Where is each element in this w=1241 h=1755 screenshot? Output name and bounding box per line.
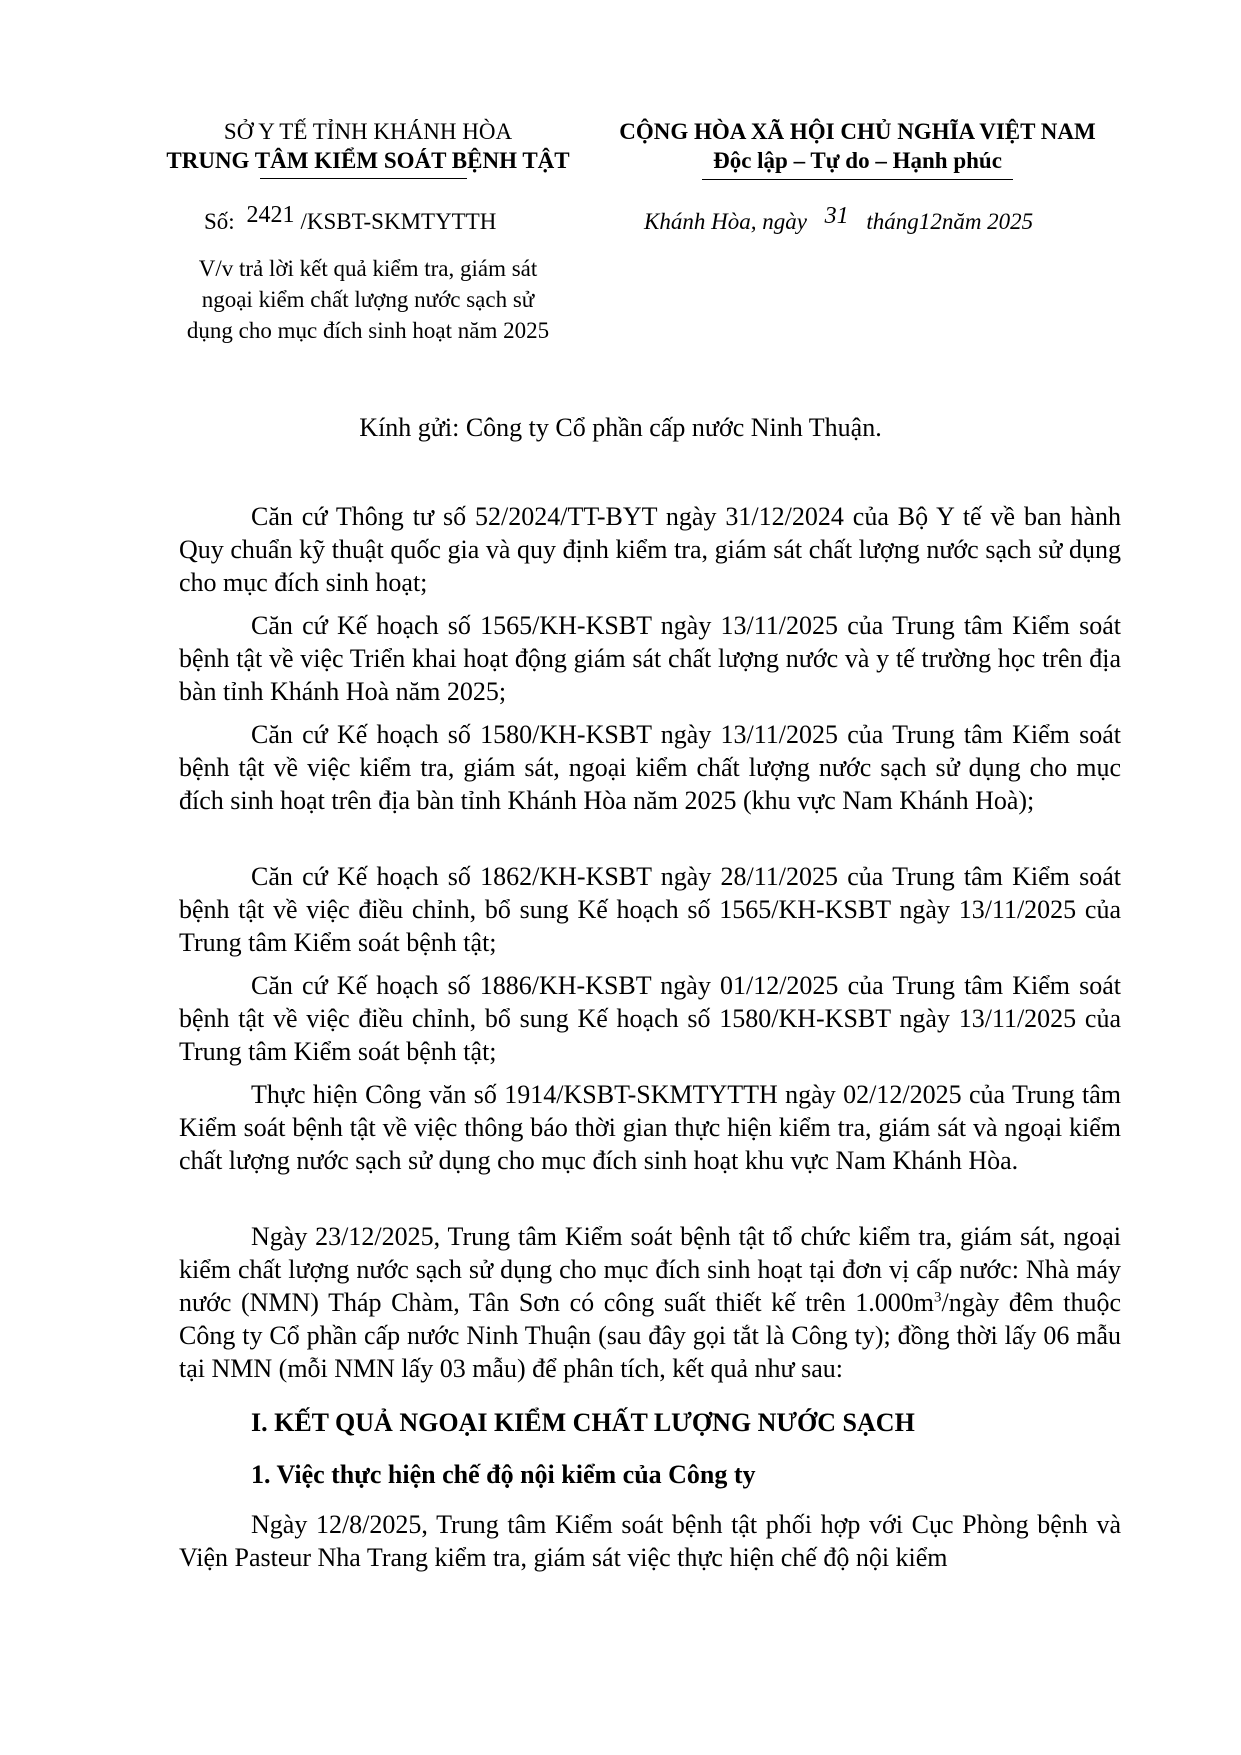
paragraph-4: Căn cứ Kế hoạch số 1862/KH-KSBT ngày 28/11/2025 của Trung tâm Kiểm soát bệnh tật về việc điều chỉnh, bổ sung Kế hoạch số 1565/KH-KSBT ngày 13/11/2025 của Trung tâm Kiểm soát bệnh tật; bbox=[179, 862, 1121, 957]
date-place: Khánh Hòa, ngày bbox=[644, 209, 807, 234]
paragraph-1: Căn cứ Thông tư số 52/2024/TT-BYT ngày 31/12/2024 của Bộ Y tế về ban hành Quy chuẩn kỹ thuật quốc gia và quy định kiểm tra, giám sát chất lượng nước sạch sử dụng cho mục đích sinh hoạt; bbox=[179, 502, 1121, 597]
agency-line-2: TRUNG TÂM KIỂM SOÁT BỆNH TẬT bbox=[166, 148, 570, 173]
subject-line-3: dụng cho mục đích sinh hoạt năm 2025 bbox=[186, 318, 550, 343]
paragraph-7-part-1: Ngày 23/12/2025, Trung tâm Kiểm soát bệnh tật tổ chức kiểm tra, giám sát, ngoại kiểm chất lượng nước sạch sử dụng cho mục đích sinh hoạt tại đơn vị cấp nước: Nhà máy nước (NMN) Tháp Chàm, Tân Sơn có công suất thiết kế trên 1.000m bbox=[179, 1222, 1121, 1317]
number-prefix: Số: bbox=[204, 209, 235, 234]
document-date bbox=[644, 203, 1034, 236]
paragraph-7 bbox=[179, 1220, 1121, 1385]
superscript-3: 3 bbox=[934, 1289, 942, 1306]
motto-underline bbox=[702, 179, 1013, 180]
number-suffix: /KSBT-SKMTYTTH bbox=[300, 209, 497, 234]
recipient: Kính gửi: Công ty Cổ phần cấp nước Ninh Thuận. bbox=[359, 413, 882, 442]
subject-line-1: V/v trả lời kết quả kiểm tra, giám sát bbox=[198, 256, 538, 281]
agency-line-1: SỞ Y TẾ TỈNH KHÁNH HÒA bbox=[223, 119, 513, 144]
number-value: 2421 bbox=[246, 202, 295, 228]
paragraph-3: Căn cứ Kế hoạch số 1580/KH-KSBT ngày 13/11/2025 của Trung tâm Kiểm soát bệnh tật về việc kiểm tra, giám sát, ngoại kiểm chất lượng nước sạch sử dụng cho mục đích sinh hoạt trên địa bàn tỉnh Khánh Hòa năm 2025 (khu vực Nam Khánh Hoà); bbox=[179, 720, 1121, 815]
nation-line-1: CỘNG HÒA XÃ HỘI CHỦ NGHĨA VIỆT NAM bbox=[619, 119, 1096, 144]
paragraph-8: Ngày 12/8/2025, Trung tâm Kiểm soát bệnh tật phối hợp với Cục Phòng bệnh và Viện Pasteur Nha Trang kiểm tra, giám sát việc thực hiện chế độ nội kiểm bbox=[179, 1510, 1121, 1572]
document-number bbox=[204, 202, 497, 236]
nation-line-2: Độc lập – Tự do – Hạnh phúc bbox=[713, 148, 1002, 173]
date-month-label: tháng bbox=[866, 209, 919, 234]
paragraph-6: Thực hiện Công văn số 1914/KSBT-SKMTYTTH ngày 02/12/2025 của Trung tâm Kiểm soát bệnh tật về việc thông báo thời gian thực hiện kiểm tra, giám sát và ngoại kiểm chất lượng nước sạch sử dụng cho mục đích sinh hoạt khu vực Nam Khánh Hòa. bbox=[179, 1080, 1121, 1175]
date-year: năm 2025 bbox=[941, 209, 1034, 234]
subsection-heading: 1. Việc thực hiện chế độ nội kiểm của Công ty bbox=[251, 1460, 756, 1489]
subject-block bbox=[148, 253, 588, 346]
paragraph-7-part-2: /ngày đêm thuộc Công ty Cổ phần cấp nước Ninh Thuận (sau đây gọi tắt là Công ty); đồng thời lấy 06 mẫu tại NMN (mỗi NMN lấy 03 mẫu) để phân tích, kết quả như sau: bbox=[179, 1288, 1122, 1383]
subject-line-2: ngoại kiểm chất lượng nước sạch sử bbox=[201, 287, 535, 312]
section-heading: I. KẾT QUẢ NGOẠI KIỂM CHẤT LƯỢNG NƯỚC SẠCH bbox=[251, 1408, 915, 1437]
agency-underline bbox=[260, 178, 467, 179]
date-day: 31 bbox=[824, 203, 849, 229]
paragraph-2: Căn cứ Kế hoạch số 1565/KH-KSBT ngày 13/11/2025 của Trung tâm Kiểm soát bệnh tật về việc Triển khai hoạt động giám sát chất lượng nước và y tế trường học trên địa bàn tỉnh Khánh Hoà năm 2025; bbox=[179, 611, 1121, 706]
paragraph-5: Căn cứ Kế hoạch số 1886/KH-KSBT ngày 01/12/2025 của Trung tâm Kiểm soát bệnh tật về việc điều chỉnh, bổ sung Kế hoạch số 1580/KH-KSBT ngày 13/11/2025 của Trung tâm Kiểm soát bệnh tật; bbox=[179, 971, 1121, 1066]
date-month: 12 bbox=[918, 209, 942, 234]
